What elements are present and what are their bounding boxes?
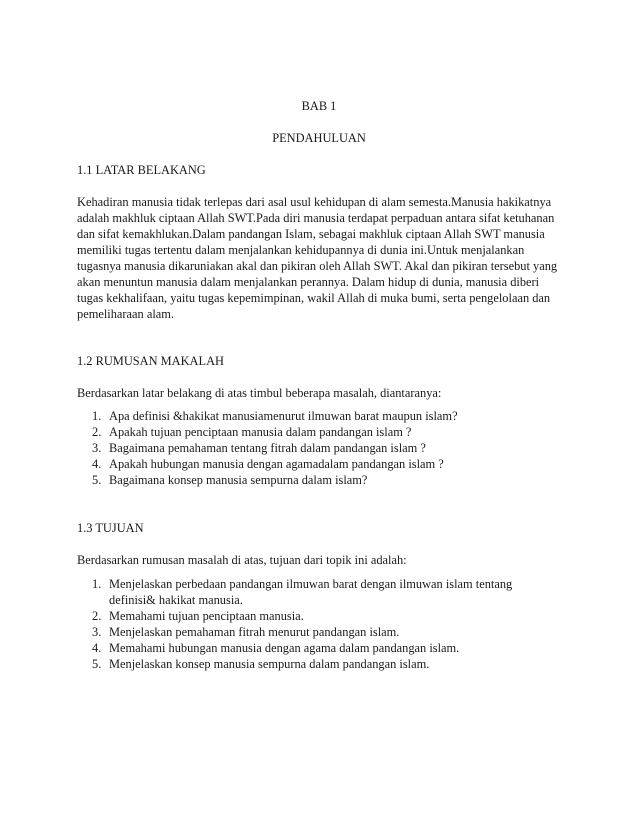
list-text: Apa definisi &hakikat manusiamenurut ilmuwan barat maupun islam? [109, 409, 458, 423]
list-number: 5. [92, 657, 102, 671]
list-text: Apakah tujuan penciptaan manusia dalam pandangan islam ? [109, 425, 412, 439]
list-number: 1. [92, 409, 102, 423]
section-intro-tujuan: Berdasarkan rumusan masalah di atas, tujuan dari topik ini adalah: [77, 553, 407, 567]
objective-list [77, 576, 567, 672]
list-item [77, 440, 567, 456]
list-item [77, 424, 567, 440]
list-number: 3. [92, 441, 102, 455]
list-number: 1. [92, 577, 102, 591]
paragraph-line: Kehadiran manusia tidak terlepas dari asal usul kehidupan di alam semesta.Manusia hakikatnya [77, 195, 552, 209]
list-text: Bagaimana pemahaman tentang fitrah dalam pandangan islam ? [109, 441, 426, 455]
chapter-title: PENDAHULUAN [272, 131, 366, 145]
section-heading-rumusan-makalah: 1.2 RUMUSAN MAKALAH [77, 354, 224, 368]
list-text: Menjelaskan konsep manusia sempurna dalam pandangan islam. [109, 657, 430, 671]
list-item [77, 608, 567, 624]
question-list [77, 408, 567, 488]
list-number: 4. [92, 457, 102, 471]
list-item [77, 624, 567, 640]
paragraph-line: adalah makhluk ciptaan Allah SWT.Pada diri manusia terdapat perpaduan antara sifat ketuhanan [77, 211, 555, 225]
list-text: Bagaimana konsep manusia sempurna dalam islam? [109, 473, 368, 487]
paragraph-line: tugasnya manusia dikaruniakan akal dan pikiran oleh Allah SWT. Akal dan pikiran tersebut yang [77, 259, 558, 273]
list-item [77, 472, 567, 488]
list-text: Memahami tujuan penciptaan manusia. [109, 609, 304, 623]
list-number: 4. [92, 641, 102, 655]
section-intro-rumusan: Berdasarkan latar belakang di atas timbul beberapa masalah, diantaranya: [77, 386, 442, 400]
list-text: Apakah hubungan manusia dengan agamadalam pandangan islam ? [109, 457, 444, 471]
list-item [77, 576, 567, 608]
paragraph-latar-belakang [77, 194, 567, 322]
section-heading-tujuan: 1.3 TUJUAN [77, 521, 144, 535]
list-text: Menjelaskan pemahaman fitrah menurut pandangan islam. [109, 625, 400, 639]
list-text: Memahami hubungan manusia dengan agama dalam pandangan islam. [109, 641, 460, 655]
list-number: 5. [92, 473, 102, 487]
list-number: 2. [92, 425, 102, 439]
list-number: 2. [92, 609, 102, 623]
paragraph-line: dan sifat kemakhlukan.Dalam pandangan Islam, sebagai makhluk ciptaan Allah SWT manusia [77, 227, 545, 241]
list-item [77, 456, 567, 472]
list-text: Menjelaskan perbedaan pandangan ilmuwan barat dengan ilmuwan islam tentang [109, 577, 513, 591]
list-item [77, 408, 567, 424]
list-item [77, 640, 567, 656]
chapter-number: BAB 1 [301, 99, 337, 113]
paragraph-line: pemeliharaan alam. [77, 307, 175, 321]
list-text-continuation: definisi& hakikat manusia. [109, 593, 243, 607]
paragraph-line: memiliki tugas tertentu dalam menjalankan kehidupannya di dunia ini.Untuk menjalankan [77, 243, 525, 257]
list-number: 3. [92, 625, 102, 639]
paragraph-line: akan menuntun manusia dalam menjalankan perannya. Dalam hidup di dunia, manusia diberi [77, 275, 540, 289]
paragraph-line: tugas kekhalifaan, yaitu tugas kepemimpinan, wakil Allah di muka bumi, serta pengelolaan dan [77, 291, 551, 305]
list-item [77, 656, 567, 672]
section-heading-latar-belakang: 1.1 LATAR BELAKANG [77, 163, 206, 177]
